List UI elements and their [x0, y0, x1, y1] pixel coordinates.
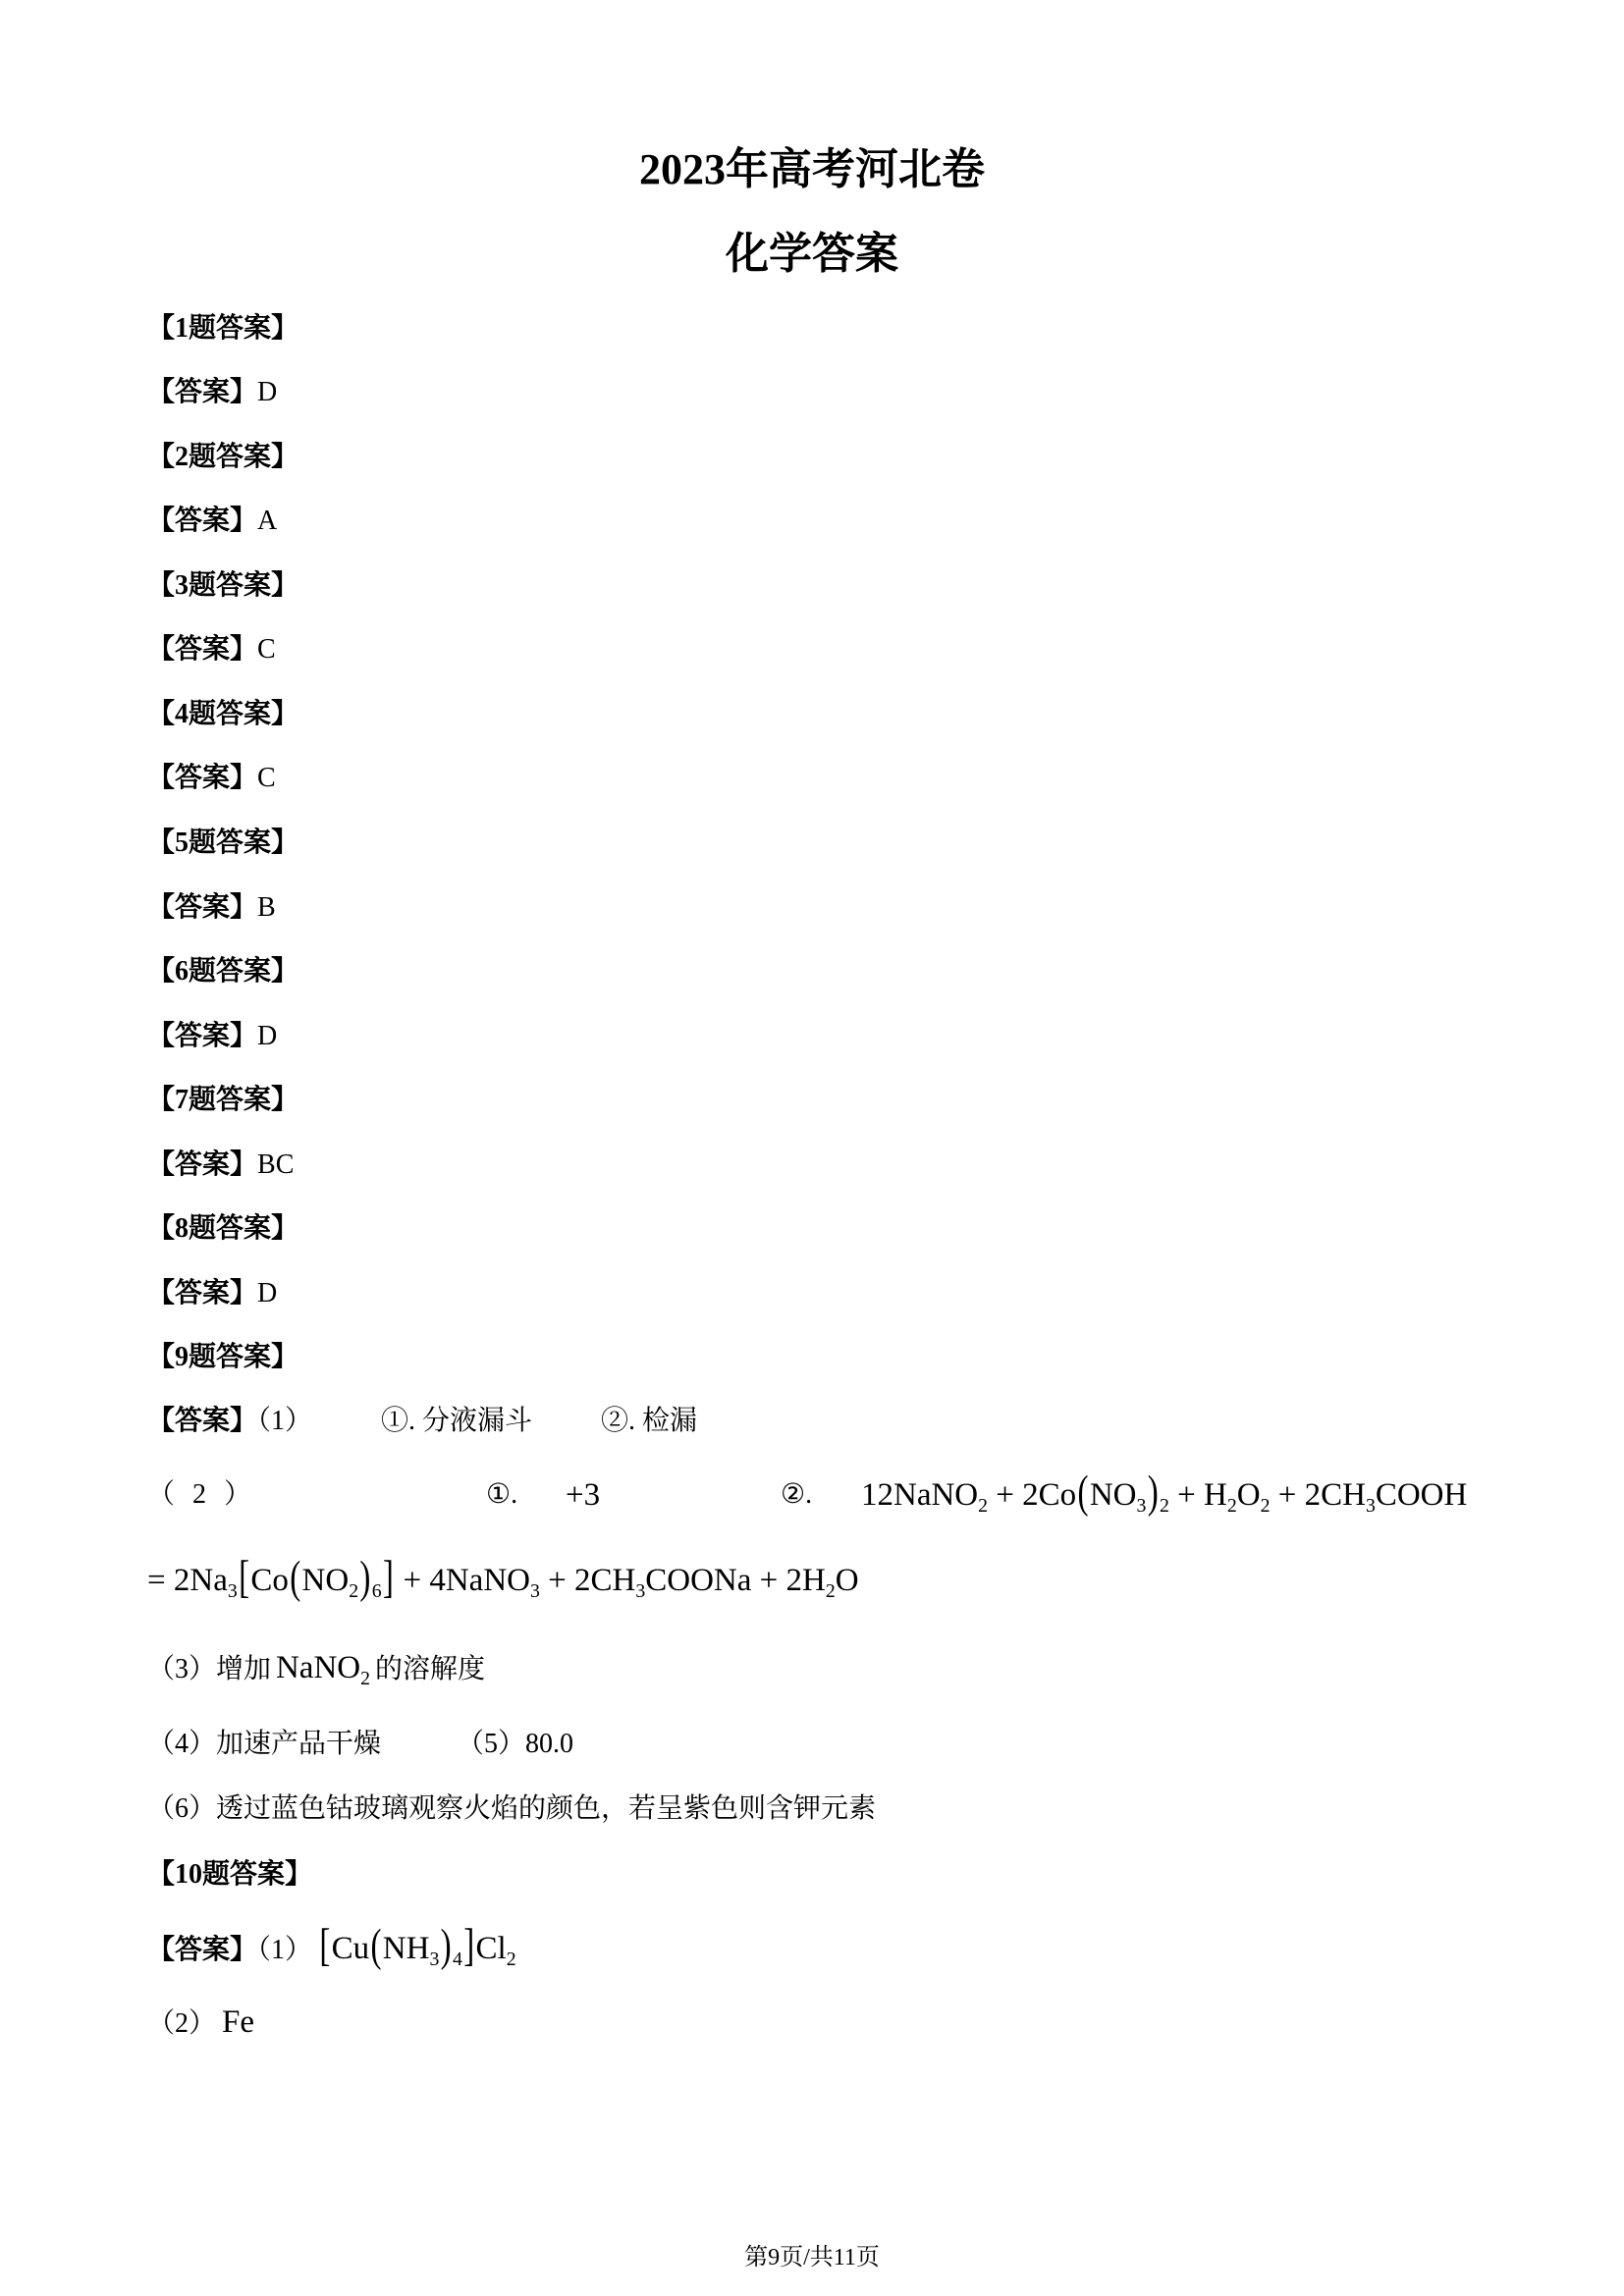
formula-subscript: 2 [349, 1579, 359, 1602]
question-10-part-2 [147, 2002, 254, 2042]
formula-subscript: 2 [1260, 1494, 1271, 1517]
oxidation-state-value: +3 [566, 1477, 601, 1513]
question-9-part-4-5 [147, 1725, 835, 1764]
answer-value: D [257, 1021, 278, 1051]
sub-answer-marker: ②. [781, 1479, 813, 1510]
answer-label: 【答案】 [147, 1149, 258, 1180]
formula-operator: + [1277, 1477, 1297, 1513]
sub-answer: ②. 检漏 [601, 1406, 698, 1436]
question-4-answer [147, 759, 276, 798]
formula-text: NO [301, 1563, 350, 1598]
formula-subscript: 3 [1136, 1494, 1147, 1517]
formula-subscript: 6 [371, 1579, 382, 1602]
answer-label: 【答案】 [147, 763, 258, 793]
part-label: （2） [147, 1479, 270, 1510]
formula-text: 2Na [173, 1563, 228, 1598]
formula-bracket: [ [239, 1553, 250, 1604]
question-1-answer [147, 373, 277, 412]
question-10-part-1 [147, 1921, 516, 1972]
part-label: （2） [147, 2008, 217, 2039]
part-label: （1） [257, 1406, 313, 1436]
answer-label: 【答案】 [147, 377, 258, 407]
formula-bracket: ) [359, 1553, 371, 1604]
chemical-formula [222, 2004, 254, 2040]
question-9-part-1 [147, 1402, 1031, 1441]
question-8-heading: 【8题答案】 [147, 1213, 299, 1244]
answer-value: A [257, 506, 278, 536]
sub-answer: ①. 分液漏斗 [381, 1406, 533, 1436]
formula-subscript: 2 [506, 1948, 516, 1970]
chemical-formula [275, 1650, 371, 1689]
formula-subscript: 2 [360, 1667, 371, 1689]
answer-value: B [257, 892, 276, 923]
formula-subscript: 4 [452, 1948, 462, 1970]
formula-bracket: ( [290, 1553, 301, 1604]
question-9-part-5 [457, 1725, 573, 1764]
formula-operator: + [996, 1477, 1014, 1513]
answer-value: C [257, 634, 276, 665]
formula-text: NH [382, 1931, 430, 1966]
formula-subscript: 2 [1226, 1494, 1237, 1517]
question-5-heading: 【5题答案】 [147, 828, 299, 858]
answer-value: D [257, 377, 278, 407]
answer-value: C [257, 763, 276, 793]
formula-text: COOH [1375, 1477, 1468, 1513]
formula-subscript: 3 [227, 1579, 238, 1602]
answer-label: 【答案】 [147, 1935, 258, 1965]
document-title: 2023年高考河北卷 [639, 145, 985, 193]
formula-bracket: ) [440, 1921, 452, 1972]
formula-subscript: 3 [635, 1579, 646, 1602]
chemical-equation-line-1 [861, 1468, 1468, 1519]
question-4-heading: 【4题答案】 [147, 699, 299, 729]
page-footer: 第9页/共11页 [744, 2245, 880, 2270]
formula-text: Cl [475, 1931, 507, 1966]
formula-text: O [1236, 1477, 1261, 1513]
formula-bracket: ] [382, 1553, 394, 1604]
part-text: 增加 [216, 1654, 272, 1684]
formula-text: 4NaNO [429, 1563, 530, 1598]
formula-text: Cu [331, 1931, 370, 1966]
formula-bracket: [ [319, 1921, 331, 1972]
answer-label: 【答案】 [147, 634, 258, 665]
formula-operator: + [403, 1563, 422, 1598]
formula-operator: = [147, 1563, 166, 1598]
formula-bracket: ( [370, 1921, 382, 1972]
answer-label: 【答案】 [147, 892, 258, 923]
question-7-heading: 【7题答案】 [147, 1085, 299, 1115]
answer-value: D [257, 1278, 278, 1308]
question-9-part-3 [147, 1648, 485, 1687]
formula-bracket: ] [463, 1921, 475, 1972]
question-7-answer [147, 1146, 294, 1185]
formula-subscript: 2 [825, 1579, 836, 1602]
formula-operator: + [1177, 1477, 1196, 1513]
formula-bracket: ) [1147, 1468, 1159, 1519]
question-6-heading: 【6题答案】 [147, 956, 299, 987]
question-3-heading: 【3题答案】 [147, 570, 299, 601]
formula-text: O [835, 1563, 859, 1598]
part-label: （6） [147, 1793, 217, 1824]
formula-text: Fe [222, 2004, 255, 2040]
formula-subscript: 3 [530, 1579, 540, 1602]
question-2-heading: 【2题答案】 [147, 442, 299, 472]
question-8-answer [147, 1274, 277, 1313]
question-6-answer [147, 1017, 277, 1056]
formula-text: 2H [785, 1563, 826, 1598]
question-2-answer [147, 502, 277, 541]
question-9-heading: 【9题答案】 [147, 1342, 299, 1372]
formula-text: COONa [645, 1563, 752, 1598]
answer-label: 【答案】 [147, 1021, 258, 1051]
formula-text: NO [1089, 1477, 1137, 1513]
formula-text: 2CH [1304, 1477, 1366, 1513]
part-label: （3） [147, 1654, 217, 1684]
formula-text: 12NaNO [861, 1477, 979, 1513]
part-label: （4） [147, 1729, 217, 1759]
document-subtitle: 化学答案 [726, 230, 898, 278]
answer-label: 【答案】 [147, 1406, 258, 1436]
formula-bracket: ( [1077, 1468, 1089, 1519]
formula-operator: + [548, 1563, 567, 1598]
part-text: 的溶解度 [374, 1654, 485, 1684]
question-9-part-2 [147, 1468, 1522, 1519]
answer-value: BC [257, 1149, 295, 1180]
formula-subscript: 3 [1365, 1494, 1376, 1517]
answer-label: 【答案】 [147, 506, 258, 536]
formula-subscript: 2 [1160, 1494, 1169, 1517]
chemical-formula [318, 1921, 516, 1972]
formula-subscript: 2 [978, 1494, 989, 1517]
formula-subscript: 3 [429, 1948, 440, 1970]
answer-label: 【答案】 [147, 1278, 258, 1308]
formula-text: Co [250, 1563, 289, 1598]
question-9-part-2-continued [147, 1553, 859, 1604]
part-value: 80.0 [525, 1729, 574, 1759]
formula-operator: + [759, 1563, 779, 1598]
question-5-answer [147, 888, 276, 928]
question-10-heading: 【10题答案】 [147, 1859, 313, 1890]
sub-answer-marker: ①. [486, 1479, 518, 1510]
question-3-answer [147, 630, 276, 669]
formula-text: 2CH [574, 1563, 636, 1598]
question-1-heading: 【1题答案】 [147, 313, 299, 344]
formula-text: H [1204, 1477, 1227, 1513]
question-9-part-6 [147, 1789, 876, 1829]
formula-text: NaNO [275, 1650, 361, 1685]
chemical-equation-line-2 [147, 1553, 859, 1604]
part-text: 透过蓝色钴玻璃观察火焰的颜色，若呈紫色则含钾元素 [216, 1793, 877, 1824]
part-label: （5） [457, 1729, 526, 1759]
formula-text: 2Co [1022, 1477, 1077, 1513]
part-text: 加速产品干燥 [216, 1729, 382, 1759]
part-label: （1） [257, 1935, 313, 1965]
